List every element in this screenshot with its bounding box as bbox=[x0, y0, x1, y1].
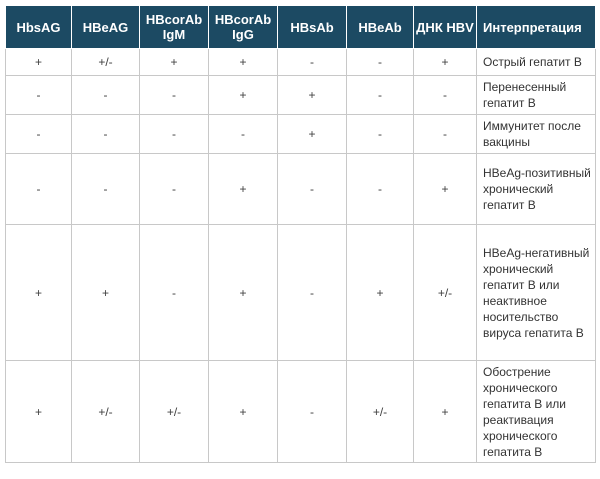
header-hbcorab-igg: HBcorAb IgG bbox=[209, 6, 278, 49]
cell-hbeag: + bbox=[72, 225, 140, 361]
cell-interpretation: HBeAg-позитивный хронический гепатит В bbox=[477, 154, 596, 225]
cell-hbsab: - bbox=[278, 154, 347, 225]
cell-hbsag: + bbox=[6, 361, 72, 463]
cell-hbcorab-igg: + bbox=[209, 154, 278, 225]
header-hbcorab-igm: HBcorAb IgM bbox=[140, 6, 209, 49]
cell-interpretation: Иммунитет после вакцины bbox=[477, 115, 596, 154]
table-row bbox=[6, 225, 596, 361]
cell-hbcorab-igg: + bbox=[209, 361, 278, 463]
cell-hbcorab-igg: - bbox=[209, 115, 278, 154]
cell-hbcorab-igm: - bbox=[140, 115, 209, 154]
cell-hbcorab-igg: + bbox=[209, 76, 278, 115]
cell-interpretation: Острый гепатит В bbox=[477, 49, 596, 76]
cell-hbeag: - bbox=[72, 115, 140, 154]
cell-hbeag: - bbox=[72, 154, 140, 225]
cell-hbcorab-igm: + bbox=[140, 49, 209, 76]
cell-dna-hbv: + bbox=[414, 361, 477, 463]
header-hbeag: HBeAG bbox=[72, 6, 140, 49]
table-row bbox=[6, 115, 596, 154]
table-row bbox=[6, 361, 596, 463]
cell-hbcorab-igg: + bbox=[209, 49, 278, 76]
cell-hbsab: - bbox=[278, 225, 347, 361]
cell-dna-hbv: +/- bbox=[414, 225, 477, 361]
cell-hbsab: + bbox=[278, 76, 347, 115]
table-row bbox=[6, 154, 596, 225]
cell-hbsab: - bbox=[278, 361, 347, 463]
cell-hbeab: +/- bbox=[347, 361, 414, 463]
cell-hbeag: +/- bbox=[72, 49, 140, 76]
cell-hbsab: + bbox=[278, 115, 347, 154]
cell-dna-hbv: - bbox=[414, 76, 477, 115]
table-row bbox=[6, 76, 596, 115]
cell-dna-hbv: - bbox=[414, 115, 477, 154]
cell-interpretation: Обострение хронического гепатита В или реактивация хронического гепатита В bbox=[477, 361, 596, 463]
cell-hbsag: + bbox=[6, 225, 72, 361]
header-hbsab: HBsAb bbox=[278, 6, 347, 49]
header-hbeab: HBeAb bbox=[347, 6, 414, 49]
cell-interpretation: HBeAg-негативный хронический гепатит В или неактивное носительство вируса гепатита В bbox=[477, 225, 596, 361]
cell-hbeab: - bbox=[347, 76, 414, 115]
cell-hbcorab-igm: +/- bbox=[140, 361, 209, 463]
cell-hbeab: - bbox=[347, 115, 414, 154]
cell-dna-hbv: + bbox=[414, 154, 477, 225]
hepatitis-markers-table bbox=[5, 5, 596, 463]
cell-hbcorab-igm: - bbox=[140, 225, 209, 361]
header-dna-hbv: ДНК HBV bbox=[414, 6, 477, 49]
cell-hbcorab-igm: - bbox=[140, 154, 209, 225]
cell-hbcorab-igg: + bbox=[209, 225, 278, 361]
cell-hbsab: - bbox=[278, 49, 347, 76]
cell-hbeag: - bbox=[72, 76, 140, 115]
cell-hbeag: +/- bbox=[72, 361, 140, 463]
cell-hbeab: - bbox=[347, 49, 414, 76]
cell-hbsag: - bbox=[6, 76, 72, 115]
cell-hbsag: - bbox=[6, 115, 72, 154]
table-row bbox=[6, 49, 596, 76]
header-hbsag: HbsAG bbox=[6, 6, 72, 49]
header-interpretation: Интерпретация bbox=[477, 6, 596, 49]
cell-hbsag: + bbox=[6, 49, 72, 76]
cell-hbcorab-igm: - bbox=[140, 76, 209, 115]
cell-hbsag: - bbox=[6, 154, 72, 225]
table-container bbox=[5, 5, 595, 463]
cell-interpretation: Перенесенный гепатит В bbox=[477, 76, 596, 115]
cell-dna-hbv: + bbox=[414, 49, 477, 76]
header-row bbox=[6, 6, 596, 49]
cell-hbeab: - bbox=[347, 154, 414, 225]
cell-hbeab: + bbox=[347, 225, 414, 361]
